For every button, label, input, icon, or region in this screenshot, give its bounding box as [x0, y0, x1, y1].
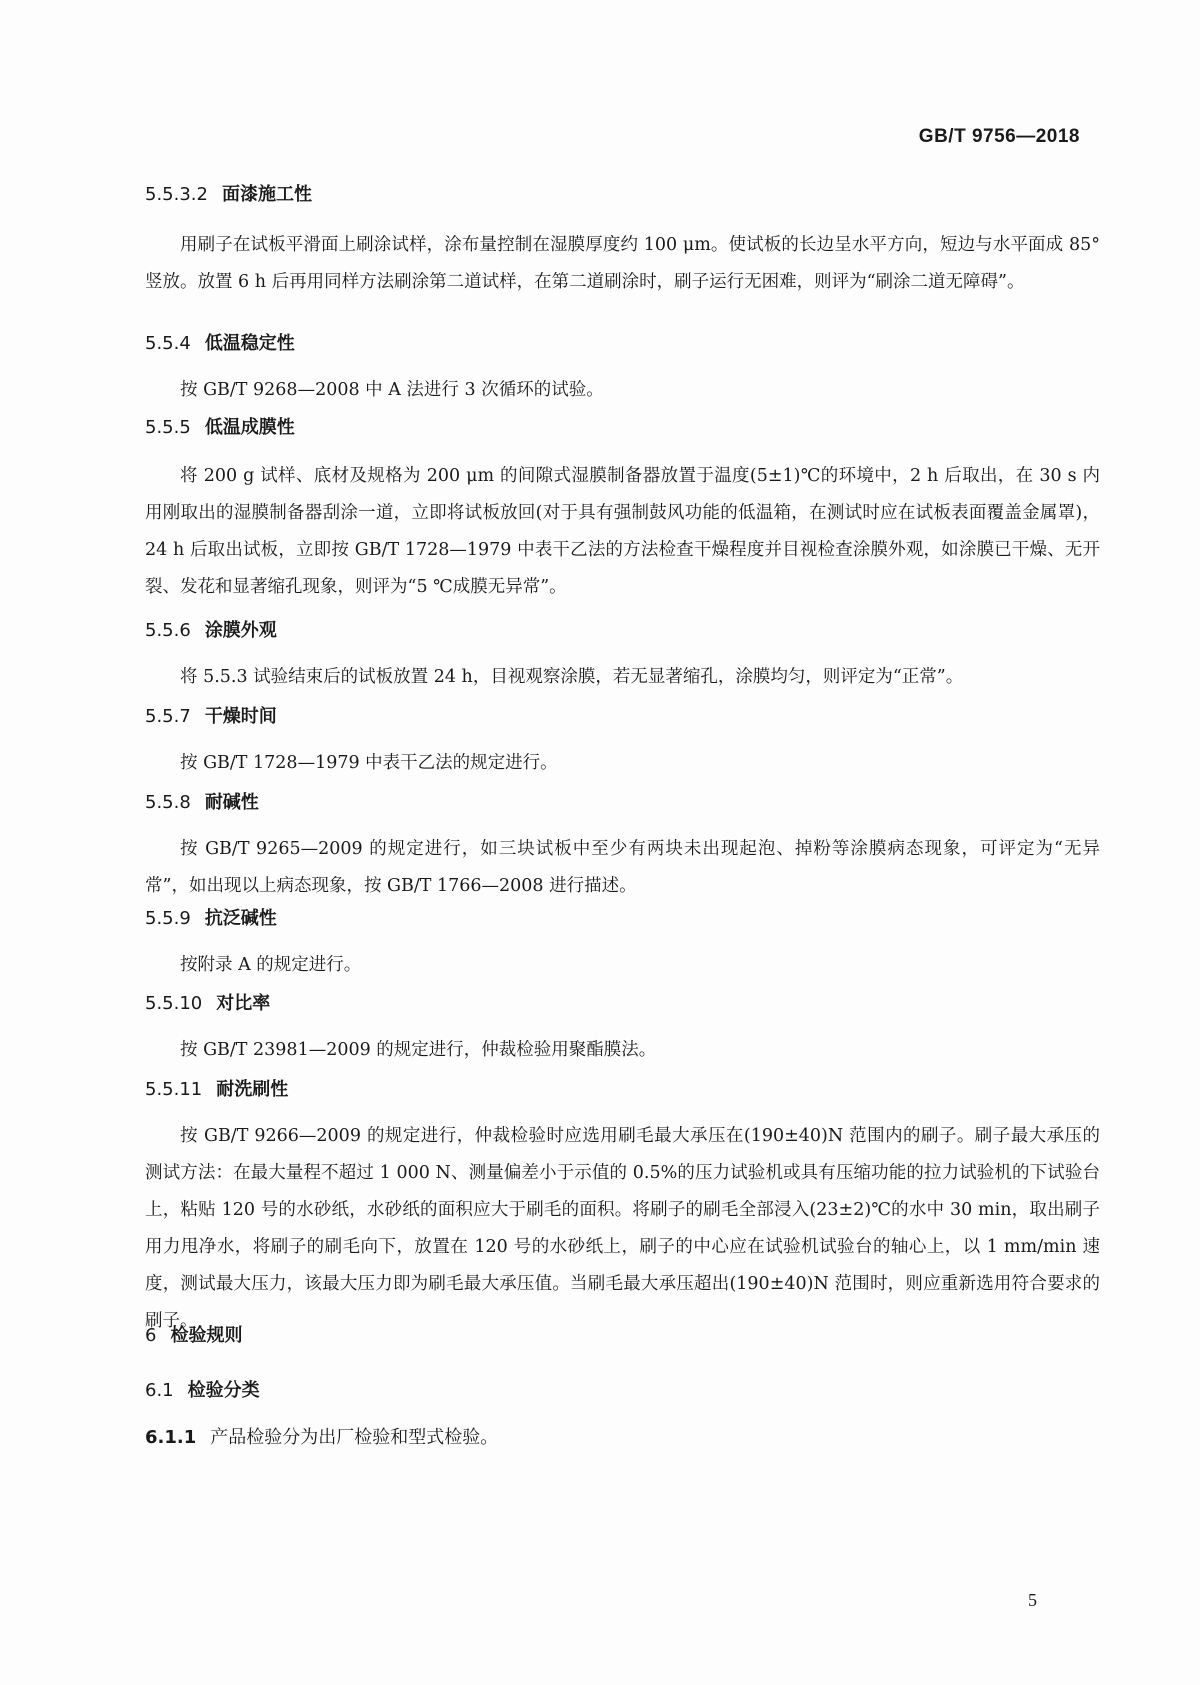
section-paragraph: 按 GB/T 9266—2009 的规定进行，仲裁检验时应选用刷毛最大承压在(190±40)N 范围内的刷子。刷子最大承压的测试方法：在最大量程不超过 1 000 N、测量偏差小于示值的 0.5%的压力试验机或具有压缩功能的拉力试验机的下试验台上，粘贴 120 号的水砂纸，水砂纸的面积应大于刷毛的面积。将刷子的刷毛全部浸入(23±2)℃的水中 30 min，取出刷子用力甩净水，将刷子的刷毛向下，放置在 120 号的水砂纸上，刷子的中心应在试验机试验台的轴心上，以 1 mm/min 速度，测试最大压力，该最大压力即为刷毛最大承压值。当刷毛最大承压超出(190±40)N 范围时，则应重新选用符合要求的刷子。	[145, 1126, 1100, 1331]
section-5-5-4	[145, 330, 1100, 409]
section-paragraph: 用刷子在试板平滑面上刷涂试样，涂布量控制在湿膜厚度约 100 μm。使试板的长边呈水平方向，短边与水平面成 85°竖放。放置 6 h 后再用同样方法刷涂第二道试样，在第二道刷涂时，刷子运行无困难，则评为“刷涂二道无障碍”。	[145, 235, 1100, 292]
section-number: 5.5.10	[145, 993, 203, 1014]
section-heading	[145, 330, 1100, 358]
section-title: 检验分类	[187, 1380, 260, 1401]
section-number: 5.5.8	[145, 792, 191, 813]
section-5-5-7	[145, 703, 1100, 782]
section-5-5-3-2	[145, 181, 1100, 301]
chapter-heading	[145, 1322, 1100, 1350]
section-6-1-1	[145, 1424, 1100, 1452]
section-6-1	[145, 1377, 1100, 1405]
section-number: 5.5.4	[145, 333, 191, 354]
section-number: 5.5.9	[145, 908, 191, 929]
section-paragraph: 按 GB/T 23981—2009 的规定进行，仲裁检验用聚酯膜法。	[180, 1040, 657, 1060]
section-title: 涂膜外观	[204, 620, 277, 641]
section-paragraph: 按附录 A 的规定进行。	[180, 955, 362, 975]
section-heading	[145, 905, 1100, 933]
section-5-5-9	[145, 905, 1100, 984]
section-6	[145, 1322, 1100, 1350]
section-number: 6.1.1	[145, 1427, 197, 1448]
section-5-5-10	[145, 990, 1100, 1069]
section-title: 抗泛碱性	[204, 908, 277, 929]
section-heading	[145, 181, 1100, 209]
section-paragraph: 按 GB/T 9265—2009 的规定进行，如三块试板中至少有两块未出现起泡、掉粉等涂膜病态现象，可评定为“无异常”，如出现以上病态现象，按 GB/T 1766—2008 进行描述。	[145, 839, 1100, 896]
section-title: 耐洗刷性	[216, 1079, 289, 1100]
section-number: 6	[145, 1325, 157, 1346]
section-number: 5.5.6	[145, 620, 191, 641]
section-heading	[145, 414, 1100, 442]
section-heading	[145, 990, 1100, 1018]
section-title: 低温稳定性	[204, 333, 295, 354]
section-paragraph: 按 GB/T 1728—1979 中表干乙法的规定进行。	[180, 753, 558, 773]
section-number: 5.5.3.2	[145, 184, 208, 205]
section-5-5-11	[145, 1076, 1100, 1340]
section-title: 产品检验分为出厂检验和型式检验。	[210, 1427, 499, 1448]
section-5-5-5	[145, 414, 1100, 606]
section-number: 6.1	[145, 1380, 174, 1401]
section-heading	[145, 1076, 1100, 1104]
section-title: 耐碱性	[204, 792, 259, 813]
section-number: 5.5.5	[145, 417, 191, 438]
standard-code: GB/T 9756—2018	[918, 126, 1080, 147]
section-paragraph: 将 200 g 试样、底材及规格为 200 μm 的间隙式湿膜制备器放置于温度(5±1)℃的环境中，2 h 后取出，在 30 s 内用刚取出的湿膜制备器刮涂一道，立即将试板放回(对于具有强制鼓风功能的低温箱，在测试时应在试板表面覆盖金属罩)，24 h 后取出试板，立即按 GB/T 1728—1979 中表干乙法的方法检查干燥程度并目视检查涂膜外观，如涂膜已干燥、无开裂、发花和显著缩孔现象，则评为“5 ℃成膜无异常”。	[145, 466, 1100, 597]
section-heading	[145, 703, 1100, 731]
section-heading	[145, 1377, 1100, 1405]
section-title: 面漆施工性	[221, 184, 312, 205]
section-heading	[145, 789, 1100, 817]
section-5-5-8	[145, 789, 1100, 905]
section-heading	[145, 617, 1100, 645]
section-title: 检验规则	[170, 1325, 243, 1346]
page-number: 5	[1028, 1590, 1037, 1610]
section-title: 干燥时间	[204, 706, 277, 727]
section-heading	[145, 1424, 1100, 1452]
section-title: 低温成膜性	[204, 417, 295, 438]
section-paragraph: 将 5.5.3 试验结束后的试板放置 24 h，目视观察涂膜，若无显著缩孔，涂膜均匀，则评定为“正常”。	[180, 667, 964, 687]
section-paragraph: 按 GB/T 9268—2008 中 A 法进行 3 次循环的试验。	[180, 380, 604, 400]
section-number: 5.5.7	[145, 706, 191, 727]
section-title: 对比率	[216, 993, 271, 1014]
section-number: 5.5.11	[145, 1079, 203, 1100]
section-5-5-6	[145, 617, 1100, 696]
